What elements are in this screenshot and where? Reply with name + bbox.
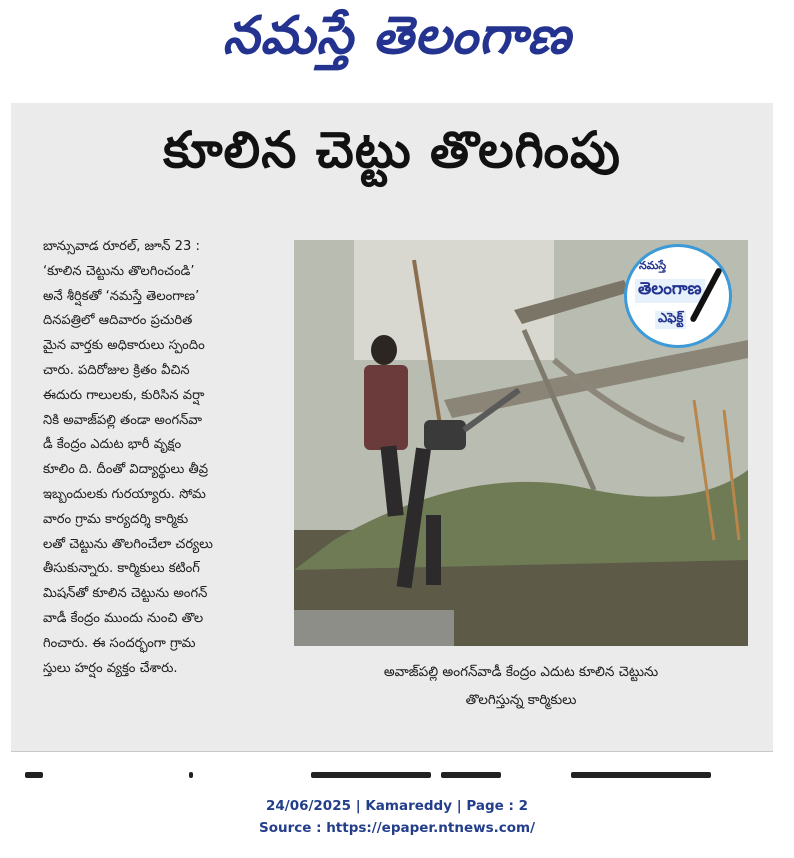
body-line: అనే శీర్షికతో ‘నమస్తే తెలంగాణ’ xyxy=(43,288,200,304)
badge-line-3: ఎఫెక్ట్‌ xyxy=(655,311,686,329)
masthead-logo: నమస్తే తెలంగాణ xyxy=(222,6,572,66)
namaste-telangana-effect-badge xyxy=(624,244,732,348)
photo-caption xyxy=(294,658,748,714)
body-line: వాడీ కేంద్రం ముందు నుంచి తొల xyxy=(43,610,204,626)
body-line: గించారు. ఈ సందర్భంగా గ్రామ xyxy=(43,635,196,651)
body-line: దినపత్రిలో ఆదివారం ప్రచురిత xyxy=(43,313,193,329)
article-photo xyxy=(294,240,748,646)
footer-source-line: Source : https://epaper.ntnews.com/ xyxy=(258,820,536,836)
badge-line-1: నమస్తే xyxy=(639,259,667,272)
masthead xyxy=(0,0,794,96)
body-line: లతో చెట్టును తొలగించేలా చర్యలు xyxy=(43,536,213,552)
clip-divider xyxy=(11,751,773,752)
body-line: ‘కూలిన చెట్టును తొలగించండి’ xyxy=(43,263,195,279)
caption-line: తొలగిస్తున్న కార్మికులు xyxy=(465,692,577,708)
body-line: తీసుకున్నారు. కార్మికులు కటింగ్‌ xyxy=(43,561,200,577)
page-footer xyxy=(0,795,794,839)
badge-line-2: తెలంగాణ xyxy=(635,279,705,303)
news-clipping xyxy=(11,103,773,751)
body-line: ఈదురు గాలులకు, కురిసిన వర్షా xyxy=(43,387,205,403)
article-headline: కూలిన చెట్టు తొలగింపు xyxy=(163,121,621,179)
body-line: మైన వార్తకు అధికారులు స్పందిం xyxy=(43,338,205,354)
article-body xyxy=(43,235,289,681)
body-line: నికి అవాజ్‌పల్లి తండా అంగన్‌వా xyxy=(43,412,203,428)
body-line: వారం గ్రామ కార్యదర్శి కార్మికు xyxy=(43,511,189,527)
caption-line: అవాజ్‌పల్లి అంగన్‌వాడీ కేంద్రం ఎదుట కూలిన చెట్టును xyxy=(383,664,659,680)
body-line: చారు. పదిరోజుల క్రితం వీచిన xyxy=(43,362,190,378)
body-line: ఇబ్బందులకు గురయ్యారు. సోమ xyxy=(43,486,206,502)
body-line: కూలిం ది. దీంతో విద్యార్థులు తీవ్ర xyxy=(43,462,209,478)
body-line: డీ కేంద్రం ఎదుట భారీ వృక్షం xyxy=(43,437,182,453)
body-line: స్తులు హర్షం వ్యక్తం చేశారు. xyxy=(43,660,178,676)
body-line: బాన్సువాడ రూరల్‌, జూన్‌ 23 : xyxy=(43,239,200,254)
footer-date-line: 24/06/2025 | Kamareddy | Page : 2 xyxy=(265,798,528,814)
body-line: మిషన్‌తో కూలిన చెట్టును అంగన్‌ xyxy=(43,586,208,602)
cut-off-text-strip xyxy=(11,768,773,780)
